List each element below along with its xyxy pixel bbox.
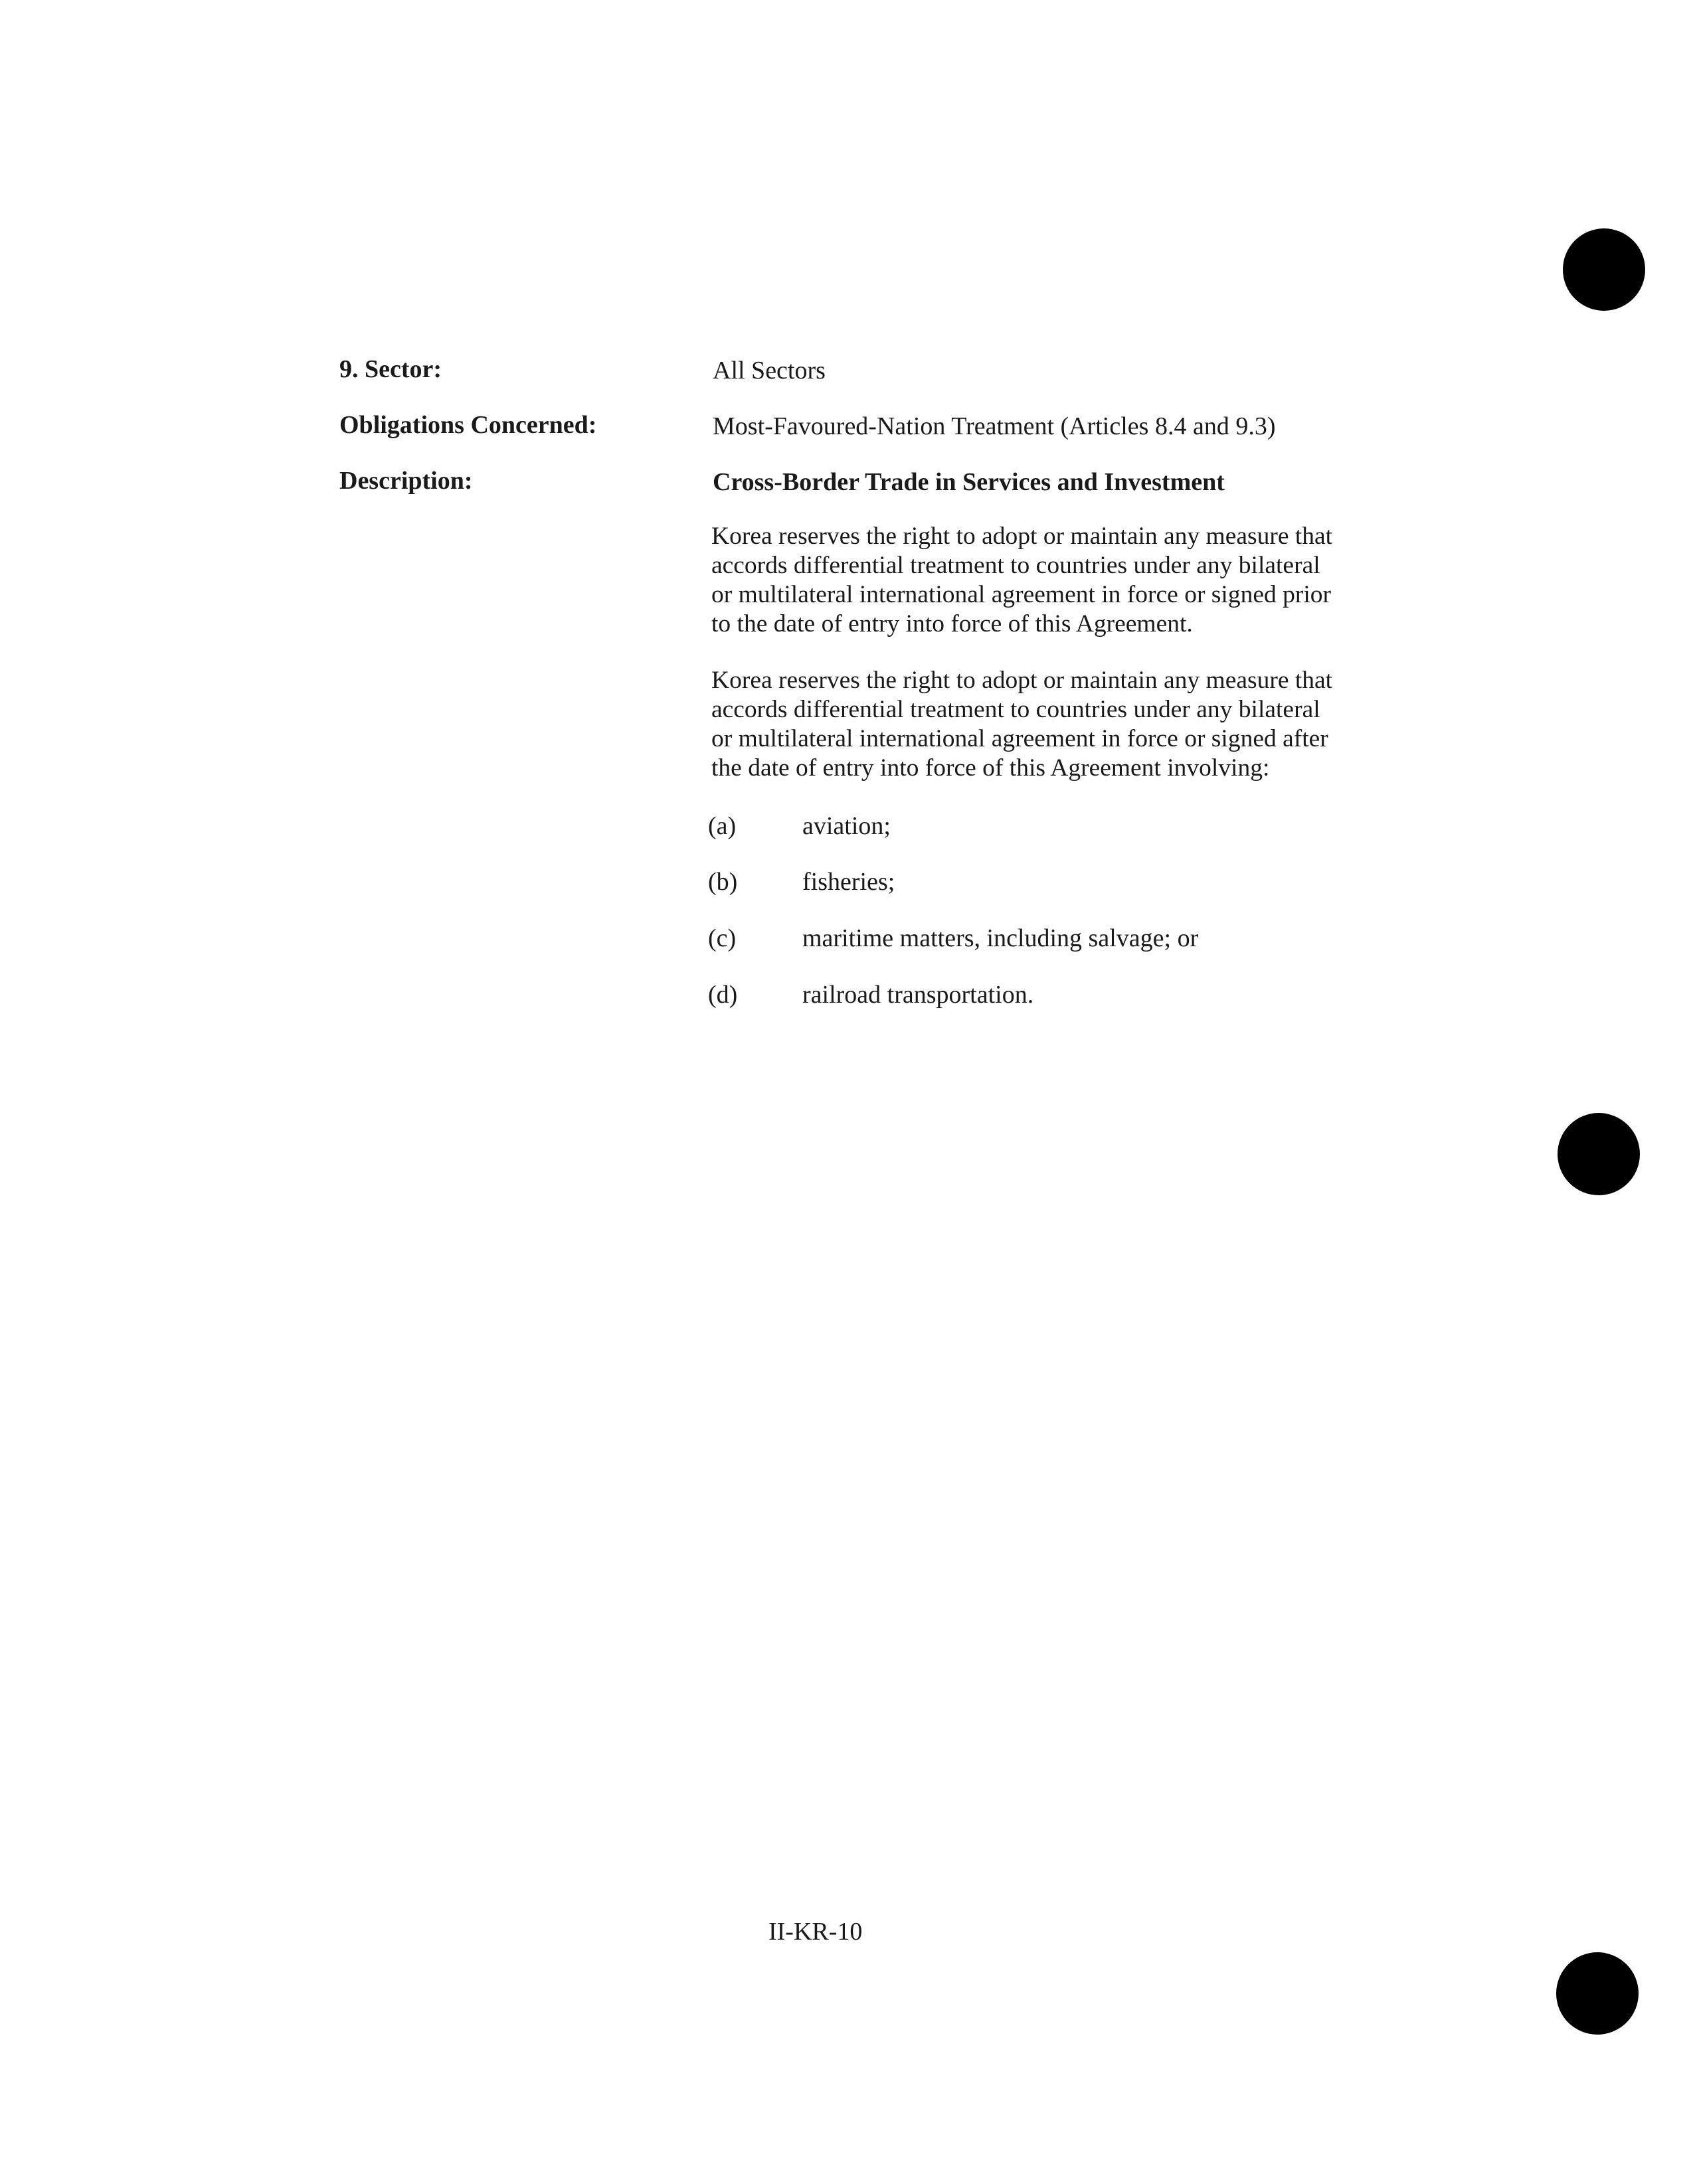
paragraph-line: or multilateral international agreement in force or signed prior [711,581,1331,608]
list-text: fisheries; [802,868,895,896]
obligations-value: Most-Favoured-Nation Treatment (Articles 8.4 and 9.3) [713,412,1276,440]
punch-hole [1556,1952,1639,2035]
sector-value: All Sectors [713,357,826,384]
description-paragraph-2 [711,666,1376,783]
paragraph-line: accords differential treatment to countries under any bilateral [711,696,1320,723]
list-text: railroad transportation. [802,981,1034,1009]
list-marker: (a) [708,812,737,840]
list-marker: (c) [708,924,737,952]
punch-hole [1558,1113,1640,1195]
paragraph-line: to the date of entry into force of this Agreement. [711,610,1193,637]
list-text: maritime matters, including salvage; or [802,924,1199,952]
paragraph-line: the date of entry into force of this Agreement involving: [711,754,1270,782]
list-text: aviation; [802,812,891,840]
punch-hole [1563,228,1645,311]
paragraph-line: accords differential treatment to countries under any bilateral [711,552,1320,579]
paragraph-line: Korea reserves the right to adopt or maintain any measure that [711,523,1333,550]
description-label: Description: [339,467,473,495]
list-marker: (d) [708,981,738,1009]
sector-label: 9. Sector: [339,355,442,383]
list-marker: (b) [708,868,738,896]
obligations-label: Obligations Concerned: [339,411,597,439]
paragraph-line: Korea reserves the right to adopt or maintain any measure that [711,667,1333,694]
page-number: II-KR-10 [768,1918,863,1946]
paragraph-line: or multilateral international agreement in force or signed after [711,725,1328,752]
description-paragraph-1 [711,522,1376,639]
description-heading: Cross-Border Trade in Services and Investment [713,468,1225,496]
